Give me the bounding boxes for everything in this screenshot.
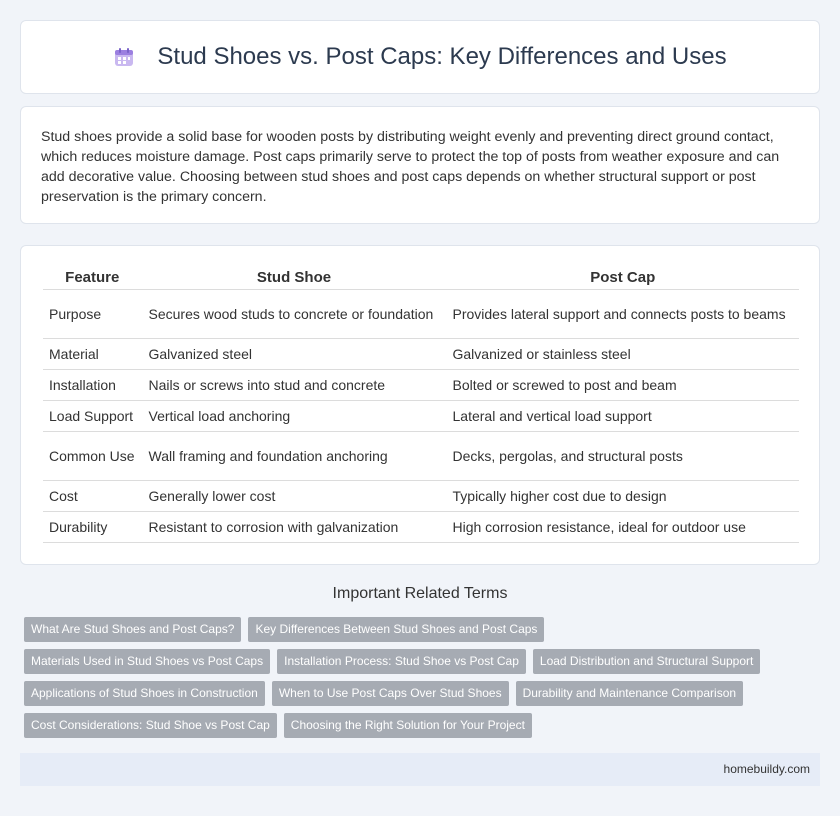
- related-term-link[interactable]: Choosing the Right Solution for Your Project: [284, 713, 532, 738]
- related-term-link[interactable]: Applications of Stud Shoes in Construction: [24, 681, 265, 706]
- table-row: [43, 511, 799, 542]
- comparison-table-card: [20, 245, 820, 565]
- feature-cell: Common Use: [43, 431, 142, 480]
- related-term-link[interactable]: What Are Stud Shoes and Post Caps?: [24, 617, 241, 642]
- comparison-table: [43, 267, 799, 543]
- table-row: [43, 338, 799, 369]
- related-term-link[interactable]: Materials Used in Stud Shoes vs Post Caps: [24, 649, 270, 674]
- feature-cell: Material: [43, 338, 142, 369]
- table-header-row: [43, 267, 799, 289]
- related-terms-list: [24, 617, 804, 745]
- feature-cell: Purpose: [43, 289, 142, 338]
- feature-cell: Load Support: [43, 400, 142, 431]
- table-row: [43, 289, 799, 338]
- post-cap-cell: Decks, pergolas, and structural posts: [446, 431, 799, 480]
- header-stud-shoe: Stud Shoe: [142, 267, 446, 289]
- post-cap-cell: Galvanized or stainless steel: [446, 338, 799, 369]
- stud-shoe-cell: Galvanized steel: [142, 338, 446, 369]
- stud-shoe-cell: Generally lower cost: [142, 480, 446, 511]
- post-cap-cell: Typically higher cost due to design: [446, 480, 799, 511]
- stud-shoe-cell: Resistant to corrosion with galvanization: [142, 511, 446, 542]
- stud-shoe-cell: Secures wood studs to concrete or foundation: [142, 289, 446, 338]
- stud-shoe-cell: Nails or screws into stud and concrete: [142, 369, 446, 400]
- calendar-icon: [113, 46, 135, 68]
- post-cap-cell: Bolted or screwed to post and beam: [446, 369, 799, 400]
- related-term-link[interactable]: Load Distribution and Structural Support: [533, 649, 760, 674]
- table-row: [43, 431, 799, 480]
- page-title: Stud Shoes vs. Post Caps: Key Differences and Uses: [157, 43, 727, 70]
- table-row: [43, 369, 799, 400]
- related-term-link[interactable]: Installation Process: Stud Shoe vs Post Cap: [277, 649, 526, 674]
- table-row: [43, 480, 799, 511]
- related-term-link[interactable]: Key Differences Between Stud Shoes and Post Caps: [248, 617, 544, 642]
- post-cap-cell: High corrosion resistance, ideal for outdoor use: [446, 511, 799, 542]
- stud-shoe-cell: Vertical load anchoring: [142, 400, 446, 431]
- related-term-link[interactable]: When to Use Post Caps Over Stud Shoes: [272, 681, 509, 706]
- feature-cell: Installation: [43, 369, 142, 400]
- footer-site-link[interactable]: homebuildy.com: [723, 762, 810, 776]
- feature-cell: Durability: [43, 511, 142, 542]
- intro-paragraph: Stud shoes provide a solid base for wooden posts by distributing weight evenly and preventing direct ground contact, which reduces moisture damage. Post caps primarily serve to protect the top of posts from weather exposure and can add decorative value. Choosing between stud shoes and post caps depends on whether structural support or post preservation is the primary concern.: [41, 129, 780, 205]
- post-cap-cell: Provides lateral support and connects posts to beams: [446, 289, 799, 338]
- title-card: [20, 20, 820, 94]
- intro-card: [20, 106, 820, 224]
- table-row: [43, 400, 799, 431]
- footer: [20, 753, 820, 786]
- post-cap-cell: Lateral and vertical load support: [446, 400, 799, 431]
- stud-shoe-cell: Wall framing and foundation anchoring: [142, 431, 446, 480]
- related-terms-heading: Important Related Terms: [332, 585, 508, 602]
- feature-cell: Cost: [43, 480, 142, 511]
- header-post-cap: Post Cap: [446, 267, 799, 289]
- related-term-link[interactable]: Cost Considerations: Stud Shoe vs Post Cap: [24, 713, 277, 738]
- related-term-link[interactable]: Durability and Maintenance Comparison: [516, 681, 743, 706]
- header-feature: Feature: [43, 267, 142, 289]
